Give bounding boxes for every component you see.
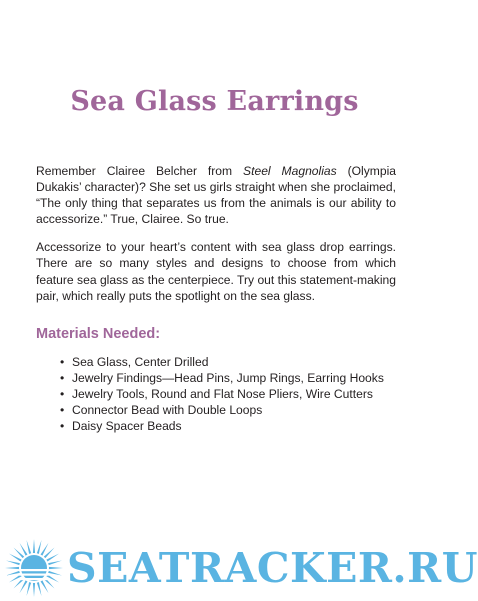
list-item [60,354,396,370]
list-item [60,418,396,434]
list-item-text: Connector Bead with Double Loops [72,403,263,418]
list-item-text: Jewelry Tools, Round and Flat Nose Pliers, Wire Cutters [72,387,373,402]
list-item [60,402,396,418]
materials-list [36,354,396,434]
watermark-logo [0,530,478,601]
document-body [36,163,396,434]
intro-paragraph [36,163,396,227]
body-paragraph: Accessorize to your heart’s content with sea glass drop earrings. There are so many styles and designs to choose from which feature sea glass as the centerpiece. Try out this statement-making pair, which really puts the spotlight on the sea glass. [36,240,396,303]
list-item [60,370,396,386]
intro-text-end: (Olympia Dukakis’ character)? She set us girls straight when she proclaimed, “The only thing that separates us from the animals is our ability to accessorize.” True, Clairee. So true. [36,164,396,227]
bullet-icon: • [60,419,65,434]
materials-heading: Materials Needed: [36,325,161,342]
list-item-text: Daisy Spacer Beads [72,419,182,434]
intro-text-start: Remember Clairee Belcher from [36,164,244,178]
page-title: Sea Glass Earrings [70,86,359,117]
movie-title: Steel Magnolias [243,164,337,178]
sun-icon [1,536,67,598]
bullet-icon: • [60,403,65,418]
bullet-icon: • [60,370,65,385]
bullet-icon: • [60,354,65,369]
list-item [60,386,396,402]
watermark-text: SEATRACKER.RU [67,544,478,592]
list-item-text: Jewelry Findings—Head Pins, Jump Rings, Earring Hooks [72,370,384,385]
list-item-text: Sea Glass, Center Drilled [72,354,209,369]
bullet-icon: • [60,387,65,402]
